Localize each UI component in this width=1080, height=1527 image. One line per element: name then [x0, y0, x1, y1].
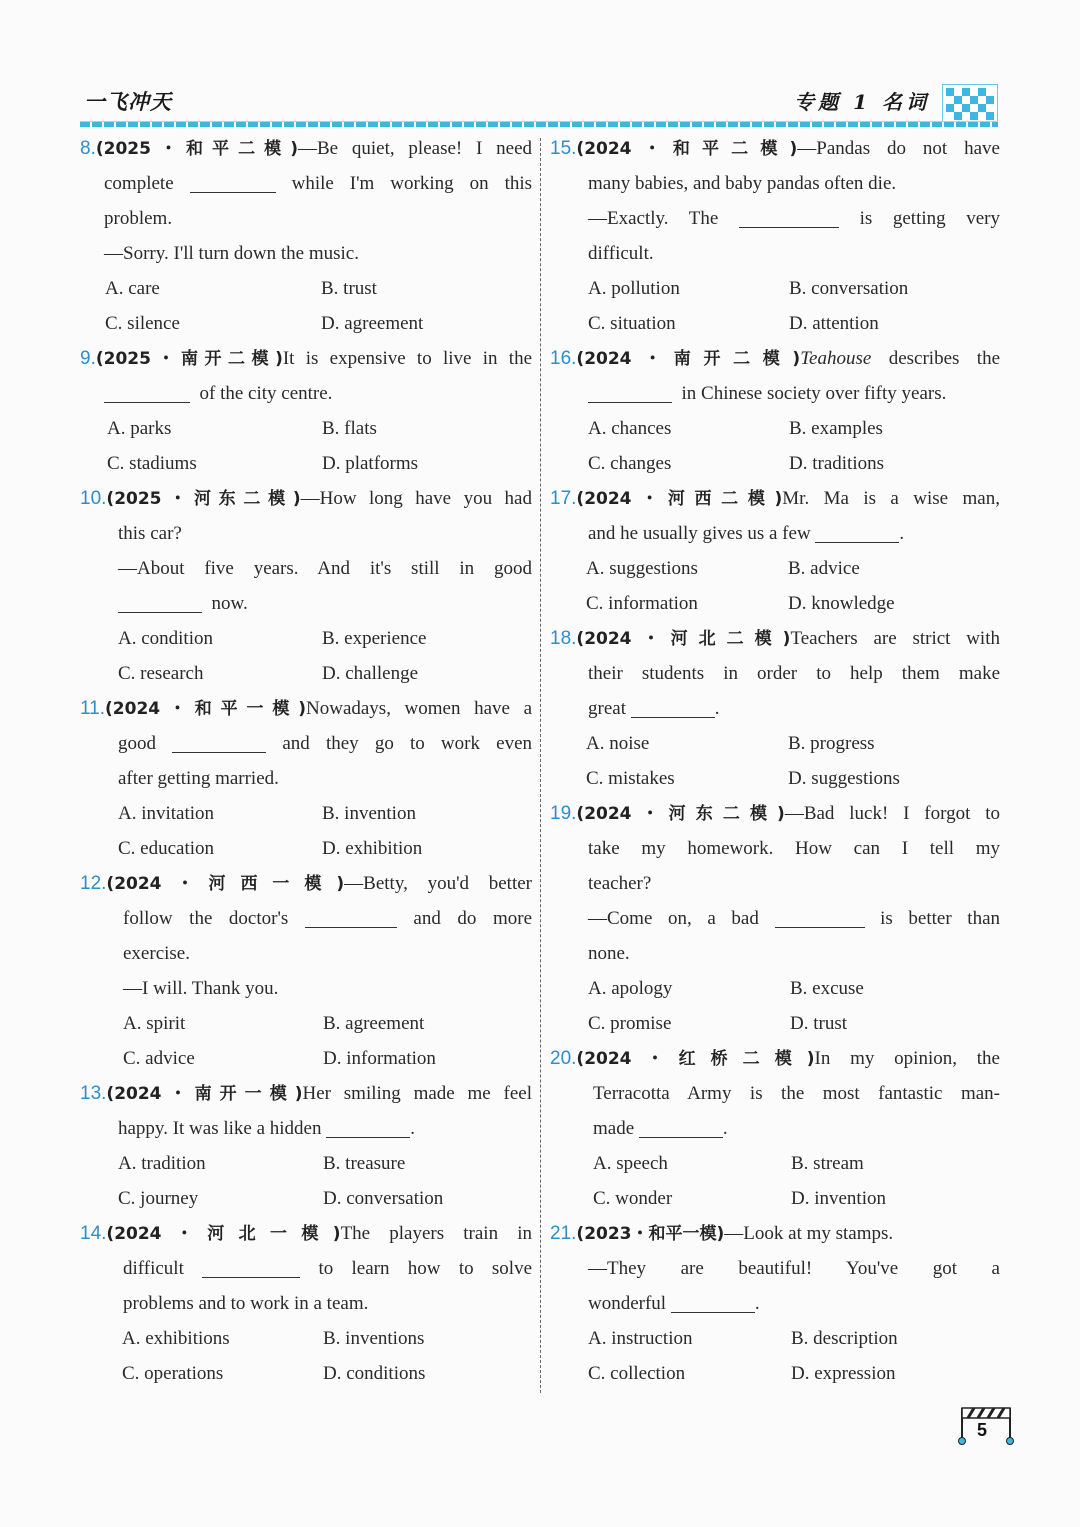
option-d: D. knowledge — [788, 593, 895, 614]
answer-blank — [815, 521, 899, 543]
question-source: (2024・河东二模) — [576, 804, 785, 824]
option-d: D. information — [323, 1048, 436, 1069]
answer-blank — [671, 1291, 755, 1313]
option-d: D. conditions — [323, 1363, 426, 1384]
question-text: now. — [211, 593, 248, 614]
option-c: C. situation — [588, 313, 676, 334]
question-text: —I will. Thank you. — [123, 978, 279, 999]
option-a: A. chances — [588, 418, 672, 439]
option-c: C. journey — [118, 1188, 199, 1209]
question-text: none. — [588, 943, 630, 964]
question-text: and he usually gives us a few — [588, 523, 811, 544]
question-text: while I'm working on this — [291, 173, 533, 194]
question-text: In my opinion, the — [814, 1048, 1000, 1069]
option-a: A. apology — [588, 978, 673, 999]
question-number: 10. — [80, 488, 107, 509]
question-number: 15. — [550, 138, 577, 159]
option-a: A. spirit — [123, 1013, 186, 1034]
question-source: (2024・红桥二模) — [576, 1049, 815, 1069]
option-a: A. care — [105, 278, 160, 299]
question-text: Terracotta Army is the most fantastic man- — [593, 1083, 1000, 1104]
question-text: problems and to work in a team. — [123, 1293, 369, 1314]
question-text: It is expensive to live in the — [282, 348, 533, 369]
answer-blank — [739, 206, 839, 228]
question-text: wonderful — [588, 1293, 667, 1314]
option-c: C. operations — [122, 1363, 224, 1384]
option-b: B. flats — [322, 418, 377, 439]
question-14 — [80, 1216, 532, 1391]
question-text: —They are beautiful! You've got a — [588, 1258, 1000, 1279]
option-b: B. invention — [322, 803, 416, 824]
option-b: B. inventions — [323, 1328, 425, 1349]
question-number: 9. — [80, 348, 96, 369]
option-c: C. collection — [588, 1363, 686, 1384]
question-number: 12. — [80, 873, 107, 894]
answer-blank — [639, 1116, 723, 1138]
question-18 — [550, 621, 1000, 796]
period: . — [410, 1118, 415, 1139]
question-text: many babies, and baby pandas often die. — [588, 173, 897, 194]
question-source: (2024・河北二模) — [576, 629, 791, 649]
question-number: 17. — [550, 488, 577, 509]
option-c: C. promise — [588, 1013, 672, 1034]
question-source: (2024・河北一模) — [106, 1224, 341, 1244]
question-text: The players train in — [340, 1223, 532, 1244]
question-text: —Look at my stamps. — [724, 1223, 894, 1244]
question-number: 19. — [550, 803, 577, 824]
option-a: A. suggestions — [586, 558, 698, 579]
question-9 — [80, 341, 532, 481]
option-c: C. advice — [123, 1048, 195, 1069]
option-b: B. trust — [321, 278, 377, 299]
answer-blank — [172, 731, 266, 753]
question-text: —Betty, you'd better — [344, 873, 532, 894]
question-source: (2024・南开一模) — [106, 1084, 303, 1104]
question-text: is better than — [880, 908, 1001, 929]
question-text: Nowadays, women have a — [306, 698, 532, 719]
option-b: B. stream — [791, 1153, 864, 1174]
answer-blank — [588, 381, 672, 403]
right-column — [550, 131, 1000, 1391]
question-11 — [80, 691, 532, 866]
question-15 — [550, 131, 1000, 341]
question-number: 21. — [550, 1223, 577, 1244]
question-text: and they go to work even — [282, 733, 533, 754]
question-text: follow the doctor's — [123, 908, 289, 929]
answer-blank — [104, 381, 190, 403]
question-text: Teahouse — [800, 348, 872, 369]
option-b: B. excuse — [790, 978, 864, 999]
option-c: C. changes — [588, 453, 672, 474]
question-number: 13. — [80, 1083, 107, 1104]
question-text: —How long have you had — [300, 488, 532, 509]
answer-blank — [326, 1116, 410, 1138]
question-16 — [550, 341, 1000, 481]
question-text: —Come on, a bad — [588, 908, 759, 929]
question-text: Teachers are strict with — [790, 628, 1000, 649]
option-d: D. trust — [790, 1013, 847, 1034]
option-b: B. treasure — [323, 1153, 406, 1174]
option-b: B. agreement — [323, 1013, 425, 1034]
question-number: 16. — [550, 348, 577, 369]
question-source: (2024・河西二模) — [576, 489, 783, 509]
question-text: great — [588, 698, 626, 719]
option-c: C. education — [118, 838, 215, 859]
option-d: D. expression — [791, 1363, 896, 1384]
brand-logo-text: 一飞冲天 — [84, 90, 172, 114]
option-d: D. exhibition — [322, 838, 423, 859]
option-a: A. noise — [586, 733, 650, 754]
question-20 — [550, 1041, 1000, 1216]
question-text: of the city centre. — [199, 383, 333, 404]
question-text: Her smiling made me feel — [302, 1083, 532, 1104]
option-d: D. suggestions — [788, 768, 900, 789]
question-text: after getting married. — [118, 768, 279, 789]
answer-blank — [631, 696, 715, 718]
question-source: (2025・河东二模) — [106, 489, 301, 509]
question-source: (2024・河西一模) — [106, 874, 345, 894]
option-d: D. conversation — [323, 1188, 444, 1209]
option-d: D. platforms — [322, 453, 419, 474]
question-text: their students in order to help them make — [588, 663, 1000, 684]
period: . — [714, 698, 720, 719]
question-text: describes the — [888, 348, 1001, 369]
answer-blank — [118, 591, 202, 613]
option-c: C. research — [118, 663, 204, 684]
question-text: teacher? — [588, 873, 652, 894]
option-c: C. wonder — [593, 1188, 673, 1209]
option-d: D. attention — [789, 313, 879, 334]
option-b: B. conversation — [789, 278, 909, 299]
question-text: —Bad luck! I forgot to — [784, 803, 1001, 824]
question-text: in Chinese society over fifty years. — [681, 383, 947, 404]
option-c: C. stadiums — [107, 453, 197, 474]
period: . — [754, 1293, 760, 1314]
option-a: A. exhibitions — [122, 1328, 230, 1349]
column-divider — [540, 138, 541, 1393]
option-a: A. invitation — [118, 803, 215, 824]
option-a: A. pollution — [588, 278, 680, 299]
question-12 — [80, 866, 532, 1076]
question-17 — [550, 481, 1000, 621]
question-source: (2025・和平二模) — [95, 139, 298, 159]
question-text: is getting very — [859, 208, 1000, 229]
option-d: D. invention — [791, 1188, 886, 1209]
question-text: happy. It was like a hidden — [118, 1118, 322, 1139]
question-text: Mr. Ma is a wise man, — [782, 488, 1000, 509]
option-a: A. speech — [593, 1153, 668, 1174]
question-number: 14. — [80, 1223, 107, 1244]
checkered-flag-icon — [942, 84, 998, 124]
period: . — [722, 1118, 728, 1139]
question-number: 8. — [80, 138, 96, 159]
option-b: B. progress — [788, 733, 875, 754]
option-a: A. tradition — [118, 1153, 206, 1174]
question-text: —Be quiet, please! I need — [297, 138, 532, 159]
left-column — [80, 131, 532, 1391]
question-text: —Pandas do not have — [797, 138, 1000, 159]
question-text: problem. — [104, 208, 173, 229]
option-a: A. parks — [107, 418, 172, 439]
question-text: made — [593, 1118, 635, 1139]
question-21 — [550, 1216, 1000, 1391]
question-number: 20. — [550, 1048, 577, 1069]
option-b: B. experience — [322, 628, 427, 649]
question-text: —About five years. And it's still in good — [118, 558, 532, 579]
period: . — [899, 523, 905, 544]
answer-blank — [305, 906, 397, 928]
option-c: C. silence — [105, 313, 180, 334]
question-text: complete — [104, 173, 174, 194]
option-b: B. description — [791, 1328, 898, 1349]
option-a: A. condition — [118, 628, 213, 649]
answer-blank — [775, 906, 865, 928]
question-source: (2025・南开二模) — [95, 349, 283, 369]
question-19 — [550, 796, 1000, 1041]
question-text: difficult. — [588, 243, 654, 264]
question-number: 18. — [550, 628, 577, 649]
question-text: to learn how to solve — [318, 1258, 532, 1279]
question-text: this car? — [118, 523, 182, 544]
question-text: —Exactly. The — [588, 208, 719, 229]
question-text: good — [118, 733, 156, 754]
option-b: B. examples — [789, 418, 883, 439]
question-text: difficult — [123, 1258, 184, 1279]
section-title: 专题 1 名词 — [794, 90, 930, 114]
question-source: (2024・南开二模) — [576, 349, 801, 369]
option-a: A. instruction — [588, 1328, 693, 1349]
page-number: 5 — [977, 1420, 988, 1440]
question-text: and do more — [413, 908, 533, 929]
header-rule — [80, 121, 998, 127]
question-source: (2023・和平一模) — [576, 1224, 725, 1244]
question-10 — [80, 481, 532, 691]
question-number: 11. — [80, 698, 106, 719]
option-b: B. advice — [788, 558, 860, 579]
answer-blank — [190, 171, 276, 193]
question-text: take my homework. How can I tell my — [588, 838, 1000, 859]
question-text: —Sorry. I'll turn down the music. — [104, 243, 359, 264]
question-source: (2024・和平一模) — [105, 699, 306, 719]
option-d: D. agreement — [321, 313, 424, 334]
option-c: C. mistakes — [586, 768, 675, 789]
question-source: (2024・和平二模) — [576, 139, 798, 159]
option-d: D. traditions — [789, 453, 884, 474]
answer-blank — [202, 1256, 300, 1278]
option-d: D. challenge — [322, 663, 419, 684]
question-13 — [80, 1076, 532, 1216]
question-8 — [80, 131, 532, 341]
option-c: C. information — [586, 593, 698, 614]
question-text: exercise. — [123, 943, 190, 964]
